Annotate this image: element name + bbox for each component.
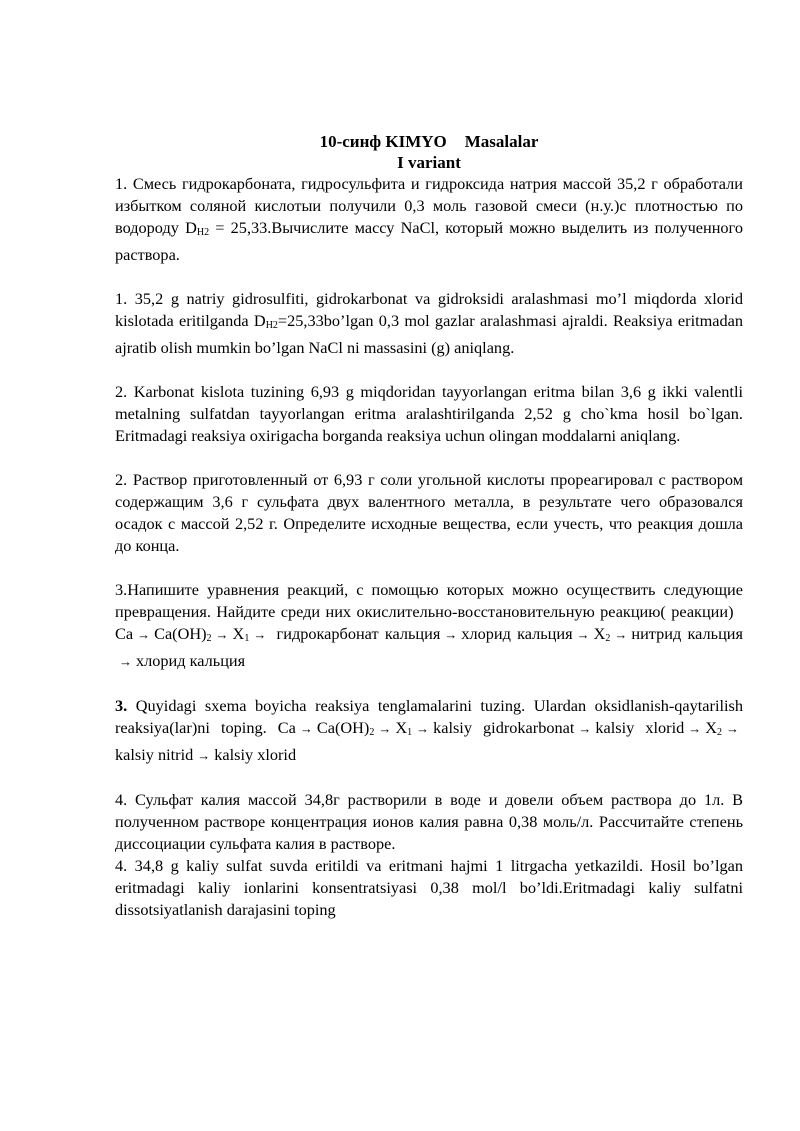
arrow-icon: →: [299, 721, 313, 736]
problem-1-russian: 1. Смесь гидрокарбоната, гидросульфита и гидроксида натрия массой 35,2 г обработали избытком соляной кислотыи получили 0,3 моль газовой смеси (н.у.)с плотностью по водороду $D_{H2}$ = 25,33.Вычислите массу NaCl, который можно выделить из полученного раствора.: [115, 174, 743, 264]
arrow-icon: →: [688, 721, 702, 736]
arrow-icon: →: [119, 654, 132, 669]
arrow-icon: →: [416, 721, 430, 736]
arrow-icon: →: [137, 627, 151, 642]
title-grade: 10-синф KIMYO: [319, 132, 447, 151]
arrow-icon: →: [253, 627, 267, 642]
problem-3-russian: 3.Напишите уравнения реакций, с помощью которых можно осуществить следующие превращения. Найдите среди них окислительно-восстановительную реакцию( реакции) $Ca \to Ca(OH)_2 \to X_1$ → гидрокарбонат кальция → хлорид кальция → $X_2$ → нитрид кальция→ хлорид кальция: [115, 579, 743, 673]
document-page: [115, 131, 743, 921]
arrow-icon: →: [614, 627, 628, 642]
arrow-icon: →: [576, 627, 590, 642]
arrow-icon: →: [726, 721, 739, 736]
arrow-icon: →: [197, 748, 211, 763]
title-tasks: Masalalar: [464, 132, 539, 151]
document-title: [115, 131, 743, 152]
arrow-icon: →: [378, 721, 392, 736]
variant-title: I variant: [397, 153, 461, 172]
arrow-icon: →: [444, 627, 458, 642]
problem-1-uzbek: 1. 35,2 g natriy gidrosulfiti, gidrokarbonat va gidroksidi aralashmasi mo’l miqdorda xlorid kislotada eritilganda $D_{H2}=25,33bo’lgan$ 0,3 mol gazlar aralashmasi ajraldi. Reaksiya eritmadan ajratib olish mumkin bo’lgan NaCl ni massasini (g) aniqlang.: [115, 289, 744, 357]
arrow-icon: →: [215, 627, 229, 642]
problem-4-russian: 4. Сульфат калия массой 34,8г растворили в воде и довели объем раствора до 1л. В полученном растворе концентрация ионов калия равна 0,38 моль/л. Рассчитайте степень диссоциации сульфата калия в растворе.: [115, 790, 743, 853]
problem-2-russian: 2. Раствор приготовленный от 6,93 г соли угольной кислоты прореагировал с раствором содержащим 3,6 г сульфата двух валентного металла, в результате чего образовался осадок с массой 2,52 г. Определите исходные вещества, если учесть, что реакция дошла до конца.: [115, 470, 743, 555]
arrow-icon: →: [578, 721, 592, 736]
problem-4-uzbek: 4. 34,8 g kaliy sulfat suvda eritildi va eritmani hajmi 1 litrgacha yetkazildi. Hosil bo’lgan eritmadagi kaliy ionlarini konsentratsiyasi 0,38 mol/l bo’ldi.Eritmadagi kaliy sulfatni dissotsiyatlanish darajasini toping: [115, 856, 743, 919]
problem-3-uzbek: 3. Quyidagi sxema boyicha reaksiya tenglamalarini tuzing. Ulardan oksidlanish-qaytarilish reaksiya(lar)ni toping. $Ca \to Ca(OH)_2 \to X_1$ → kalsiy gidrokarbonat → kalsiy xlorid → $X_2$ →kalsiy nitrid → kalsiy xlorid: [115, 695, 743, 767]
problem-2-uzbek: 2. Karbonat kislota tuzining 6,93 g miqdoridan tayyorlangan eritma bilan 3,6 g ikki valentli metalning sulfatdan tayyorlangan eritma aralashtirilganda 2,52 g cho`kma hosil bo`lgan. Eritmadagi reaksiya oxirigacha borganda reaksiya uchun olingan moddalarni aniqlang.: [115, 382, 743, 445]
